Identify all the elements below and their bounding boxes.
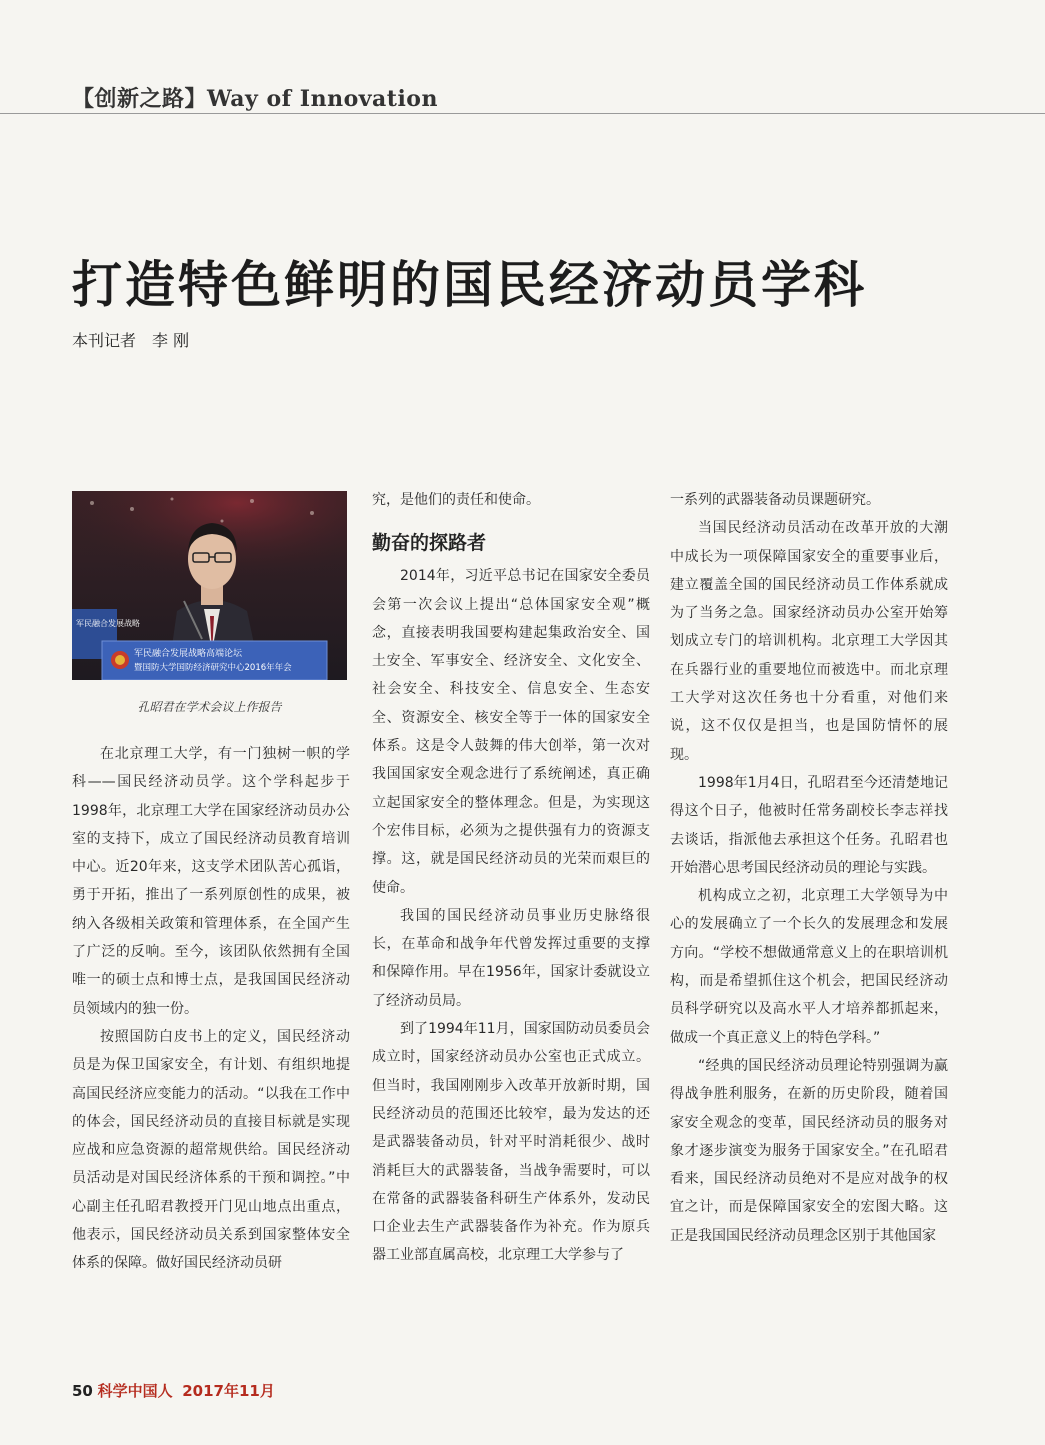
section-header: 【创新之路】Way of Innovation	[72, 86, 438, 112]
paragraph: “经典的国民经济动员理论特别强调为赢得战争胜利服务，在新的历史阶段，随着国家安全观念的变革，国民经济动员的服务对象才逐步演变为服务于国家安全。”在孔昭君看来，国民经济动员绝对不是应对战争的权宜之计，而是保障国家安全的宏图大略。这正是我国国民经济动员理念区别于其他国家	[670, 1057, 948, 1244]
paragraph-continued: 一系列的武器装备动员课题研究。	[670, 492, 880, 508]
banner-line-1: 军民融合发展战略高端论坛	[134, 649, 243, 659]
paragraph: 机构成立之初，北京理工大学领导为中心的发展确立了一个长久的发展理念和发展方向。“学校不想做通常意义上的在职培训机构，而是希望抓住这个机会，把国民经济动员科学研究以及高水平人才培养都抓起来，做成一个真正意义上的特色学科。”	[670, 888, 948, 1046]
article-title: 打造特色鲜明的国民经济动员学科	[72, 255, 867, 314]
byline: 本刊记者 李 刚	[72, 331, 190, 350]
header-divider	[0, 113, 1045, 114]
paragraph: 按照国防白皮书上的定义，国民经济动员是为保卫国家安全，有计划、有组织地提高国民经济应变能力的活动。“以我在工作中的体会，国民经济动员的直接目标就是实现应战和应急资源的超常规供给。国民经济动员活动是对国民经济体系的干预和调控。”中心副主任孔昭君教授开门见山地点出重点，他表示，国民经济动员关系到国家整体安全体系的保障。做好国民经济动员研	[72, 1028, 350, 1272]
issue-date: 2017年11月	[182, 1382, 275, 1400]
speaker-photo-illustration	[72, 491, 347, 680]
paragraph: 1998年1月4日，孔昭君至今还清楚地记得这个日子，他被时任常务副校长李志祥找去谈话，指派他去承担这个任务。孔昭君也开始潜心思考国民经济动员的理论与实践。	[670, 774, 948, 876]
page-number: 50	[72, 1382, 93, 1400]
page-footer	[72, 1380, 275, 1401]
photo-caption: 孔昭君在学术会议上作报告	[137, 700, 282, 714]
paragraph: 我国的国民经济动员事业历史脉络很长，在革命和战争年代曾发挥过重要的支撑和保障作用。早在1956年，国家计委就设立了经济动员局。	[372, 907, 650, 1009]
column-2	[372, 486, 650, 1270]
paragraph-continued: 究，是他们的责任和使命。	[372, 492, 540, 508]
column-1	[72, 740, 350, 1278]
banner-side-text: 军民融合发展战略	[76, 619, 140, 628]
paragraph: 到了1994年11月，国家国防动员委员会成立时，国家经济动员办公室也正式成立。但当时，我国刚刚步入改革开放新时期，国民经济动员的范围还比较窄，最为发达的还是武器装备动员，针对平时消耗很少、战时消耗巨大的武器装备，当战争需要时，可以在常备的武器装备科研生产体系外，发动民口企业去生产武器装备作为补充。作为原兵器工业部直属高校，北京理工大学参与了	[372, 1021, 650, 1264]
paragraph: 在北京理工大学，有一门独树一帜的学科——国民经济动员学。这个学科起步于1998年，北京理工大学在国家经济动员办公室的支持下，成立了国民经济动员教育培训中心。近20年来，这支学术团队苦心孤诣，勇于开拓，推出了一系列原创性的成果，被纳入各级相关政策和管理体系，在全国产生了广泛的反响。至今，该团队依然拥有全国唯一的硕士点和博士点，是我国国民经济动员领域内的独一份。	[72, 746, 350, 1017]
section-heading: 勤奋的探路者	[372, 532, 487, 555]
paragraph: 2014年，习近平总书记在国家安全委员会第一次会议上提出“总体国家安全观”概念，直接表明我国要构建起集政治安全、国土安全、军事安全、经济安全、文化安全、社会安全、科技安全、信息安全、生态安全、资源安全、核安全等于一体的国家安全体系。这是令人鼓舞的伟大创举，第一次对我国国家安全观念进行了系统阐述，真正确立起国家安全的整体理念。但是，为实现这个宏伟目标，必须为之提供强有力的资源支撑。这，就是国民经济动员的光荣而艰巨的使命。	[372, 568, 650, 896]
paragraph: 当国民经济动员活动在改革开放的大潮中成长为一项保障国家安全的重要事业后，建立覆盖全国的国民经济动员工作体系就成为了当务之急。国家经济动员办公室开始筹划成立专门的培训机构。北京理工大学因其在兵器行业的重要地位而被选中。而北京理工大学对这次任务也十分看重，对他们来说，这不仅仅是担当，也是国防情怀的展现。	[670, 520, 948, 763]
banner-line-2: 暨国防大学国防经济研究中心2016年年会	[134, 663, 292, 673]
column-3	[670, 486, 948, 1250]
magazine-name: 科学中国人	[97, 1382, 173, 1400]
article-photo	[72, 491, 347, 680]
